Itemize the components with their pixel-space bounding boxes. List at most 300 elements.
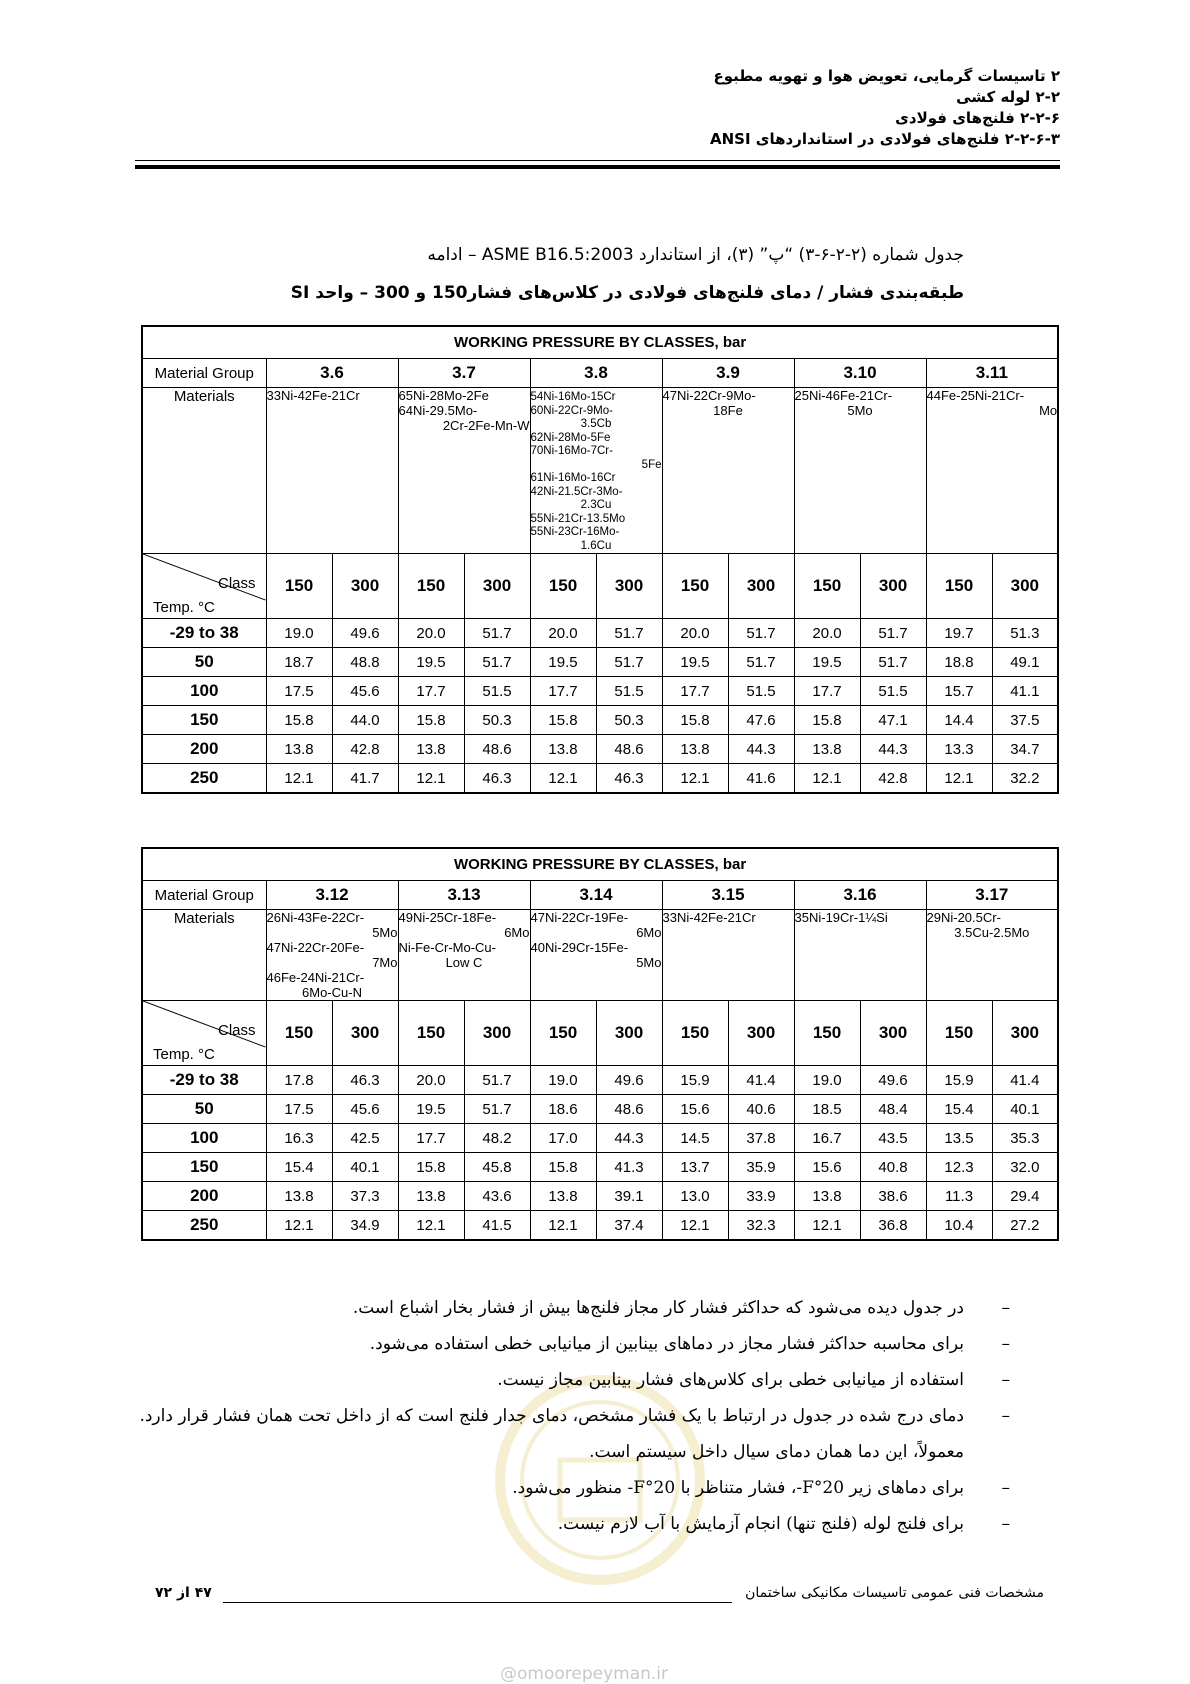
material-group-cell: 3.6 [266,359,398,388]
pressure-value: 16.7 [794,1124,860,1153]
pressure-value: 33.9 [728,1182,794,1211]
pressure-value: 13.8 [530,1182,596,1211]
temperature-cell: 200 [142,735,266,764]
material-group-cell: 3.15 [662,881,794,910]
material-spec: 25Ni-46Fe-21Cr- [794,388,893,403]
pressure-value: 32.2 [992,764,1058,794]
pressure-value: 40.8 [860,1153,926,1182]
pressure-value: 41.7 [332,764,398,794]
material-group-cell: 3.17 [926,881,1058,910]
pressure-value: 44.3 [860,735,926,764]
class-cell: 300 [992,1001,1058,1066]
header-rule-thin [135,160,1060,161]
note-bullet: – [1001,1334,1010,1354]
material-spec: Ni-Fe-Cr-Mo-Cu- [398,940,496,955]
class-cell: 300 [464,1001,530,1066]
pressure-value: 17.0 [530,1124,596,1153]
materials-cell [926,388,1058,554]
class-cell: 150 [794,1001,860,1066]
pressure-value: 48.8 [332,648,398,677]
material-spec: 44Fe-25Ni-21Cr- [926,388,1025,403]
temperature-cell: -29 to 38 [142,1066,266,1095]
material-group-row [142,359,1058,388]
pressure-value: 49.6 [860,1066,926,1095]
class-cell: 300 [992,554,1058,619]
material-group-cell: 3.11 [926,359,1058,388]
class-temp-header [142,554,266,619]
class-cell: 150 [662,554,728,619]
class-cell: 150 [530,1001,596,1066]
title-row [142,326,1058,359]
pressure-value: 10.4 [926,1211,992,1241]
class-cell: 300 [860,1001,926,1066]
pressure-value: 18.6 [530,1095,596,1124]
pressure-value: 46.3 [464,764,530,794]
pressure-value: 18.8 [926,648,992,677]
pressure-value: 15.8 [266,706,332,735]
temperature-cell: 200 [142,1182,266,1211]
pressure-value: 44.0 [332,706,398,735]
pressure-value: 51.7 [464,648,530,677]
pressure-value: 18.7 [266,648,332,677]
pressure-value: 51.7 [860,648,926,677]
pressure-value: 19.5 [530,648,596,677]
pressure-value: 14.4 [926,706,992,735]
note-bullet: – [1001,1406,1010,1426]
temperature-cell: 250 [142,1211,266,1241]
table-row [142,677,1058,706]
materials-cell [530,388,662,554]
class-cell: 300 [332,554,398,619]
pressure-value: 19.7 [926,619,992,648]
pressure-value: 20.0 [662,619,728,648]
pressure-value: 45.8 [464,1153,530,1182]
material-spec: 18Fe [713,403,743,418]
class-cell: 150 [398,1001,464,1066]
pressure-value: 35.3 [992,1124,1058,1153]
pressure-value: 17.7 [530,677,596,706]
material-group-row [142,881,1058,910]
pressure-value: 49.1 [992,648,1058,677]
materials-cell [266,388,398,554]
pressure-value: 37.3 [332,1182,398,1211]
pressure-value: 19.0 [794,1066,860,1095]
material-spec: 40Ni-29Cr-15Fe- [530,940,629,955]
pressure-value: 20.0 [398,619,464,648]
pressure-value: 47.1 [860,706,926,735]
pressure-value: 18.5 [794,1095,860,1124]
pressure-value: 48.4 [860,1095,926,1124]
pressure-value: 12.1 [662,1211,728,1241]
material-group-cell: 3.7 [398,359,530,388]
pressure-value: 45.6 [332,1095,398,1124]
materials-row [142,910,1058,1001]
pressure-value: 34.9 [332,1211,398,1241]
class-cell: 150 [794,554,860,619]
material-spec: 55Ni-21Cr-13.5Mo [530,512,626,525]
page-footer [155,1585,1044,1609]
class-cell: 150 [266,1001,332,1066]
note-text: برای دماهای زیر 20°F-، فشار متناظر با 20°F- منظور می‌شود. [512,1478,964,1498]
material-spec: Mo [1039,403,1058,418]
pressure-value: 51.7 [464,1066,530,1095]
pressure-value: 51.7 [464,619,530,648]
pressure-value: 51.5 [596,677,662,706]
class-row [142,1001,1058,1066]
table-row [142,735,1058,764]
page-number: ۴۷ از ۷۲ [155,1585,212,1601]
materials-cell [926,910,1058,1001]
pressure-value: 13.8 [266,735,332,764]
material-spec: 1.6Cu [580,539,612,552]
pressure-value: 20.0 [530,619,596,648]
material-spec: 35Ni-19Cr-1¼Si [794,910,888,925]
material-spec: 60Ni-22Cr-9Mo- [530,404,613,417]
table-row [142,1124,1058,1153]
pressure-value: 51.7 [728,648,794,677]
pressure-value: 17.8 [266,1066,332,1095]
pressure-value: 41.4 [728,1066,794,1095]
pressure-value: 17.7 [662,677,728,706]
table-title: WORKING PRESSURE BY CLASSES, bar [142,326,1058,359]
pressure-value: 12.1 [662,764,728,794]
material-spec: 47Ni-22Cr-20Fe- [266,940,365,955]
pressure-value: 15.9 [662,1066,728,1095]
pressure-value: 16.3 [266,1124,332,1153]
materials-cell [266,910,398,1001]
materials-cell [662,910,794,1001]
pressure-value: 20.0 [398,1066,464,1095]
pressure-value: 13.8 [662,735,728,764]
note-text: دمای درج شده در جدول در ارتباط با یک فشار مشخص، دمای جدار فلنج است که از داخل تحت همان فشار قرار دارد. معمولاً، این دما همان دمای سیال داخل سیستم است. [139,1406,964,1462]
pressure-value: 15.8 [530,706,596,735]
class-cell: 150 [266,554,332,619]
material-spec: 26Ni-43Fe-22Cr- [266,910,365,925]
pressure-value: 11.3 [926,1182,992,1211]
note-text: در جدول دیده می‌شود که حداکثر فشار کار مجاز فلنج‌ها بیش از فشار بخار اشباع است. [352,1298,964,1318]
pressure-value: 13.8 [794,735,860,764]
material-spec: 54Ni-16Mo-15Cr [530,391,616,403]
pressure-value: 50.3 [596,706,662,735]
pressure-value: 48.6 [596,1095,662,1124]
material-group-label: Material Group [142,881,266,910]
material-spec: 47Ni-22Cr-19Fe- [530,910,629,925]
header-line-4: ۲-۲-۶-۳ فلنج‌های فولادی در استانداردهای ANSI [709,130,1060,148]
class-cell: 300 [596,554,662,619]
pressure-value: 12.1 [398,764,464,794]
pressure-value: 17.7 [794,677,860,706]
pressure-value: 36.8 [860,1211,926,1241]
class-cell: 300 [860,554,926,619]
material-spec: 3.5Cu-2.5Mo [954,925,1030,940]
material-spec: 6Mo [636,925,662,940]
pressure-value: 37.4 [596,1211,662,1241]
material-spec: Low C [445,955,483,970]
pressure-value: 39.1 [596,1182,662,1211]
table-row [142,1211,1058,1241]
temperature-cell: 100 [142,677,266,706]
pressure-value: 49.6 [332,619,398,648]
temperature-cell: 150 [142,706,266,735]
materials-cell [398,910,530,1001]
table-title: WORKING PRESSURE BY CLASSES, bar [142,848,1058,881]
pressure-value: 15.8 [398,1153,464,1182]
pressure-value: 51.7 [860,619,926,648]
note-bullet: – [1001,1298,1010,1318]
pressure-value: 13.5 [926,1124,992,1153]
pressure-value: 19.5 [398,1095,464,1124]
pressure-value: 13.8 [530,735,596,764]
pressure-value: 51.3 [992,619,1058,648]
material-group-label: Material Group [142,359,266,388]
material-spec: 61Ni-16Mo-16Cr [530,472,616,484]
note-item [94,1326,1010,1362]
material-spec: 62Ni-28Mo-5Fe [530,431,611,444]
class-cell: 150 [398,554,464,619]
pressure-value: 17.5 [266,677,332,706]
pressure-value: 40.1 [332,1153,398,1182]
pressure-value: 15.8 [398,706,464,735]
class-label: Class [217,575,256,592]
material-group-cell: 3.10 [794,359,926,388]
material-group-cell: 3.14 [530,881,662,910]
note-item [94,1290,1010,1326]
pressure-value: 15.6 [794,1153,860,1182]
pressure-value: 19.5 [398,648,464,677]
pressure-value: 45.6 [332,677,398,706]
class-cell: 300 [596,1001,662,1066]
pressure-table-2 [141,847,1059,1241]
pressure-value: 41.6 [728,764,794,794]
pressure-value: 13.8 [398,735,464,764]
pressure-value: 19.0 [266,619,332,648]
material-spec: 29Ni-20.5Cr- [926,910,1001,925]
materials-row [142,388,1058,554]
note-text: استفاده از میانیابی خطی برای کلاس‌های فشار بینابین مجاز نیست. [497,1370,964,1390]
pressure-value: 19.5 [794,648,860,677]
class-cell: 150 [662,1001,728,1066]
material-spec: 5Mo [847,403,873,418]
pressure-value: 15.8 [662,706,728,735]
class-temp-header [142,1001,266,1066]
material-group-cell: 3.9 [662,359,794,388]
pressure-value: 50.3 [464,706,530,735]
pressure-value: 51.7 [596,619,662,648]
table-row [142,648,1058,677]
pressure-value: 32.3 [728,1211,794,1241]
pressure-value: 48.2 [464,1124,530,1153]
note-item [94,1362,1010,1398]
temperature-cell: 50 [142,1095,266,1124]
material-spec: 55Ni-23Cr-16Mo- [530,526,620,538]
pressure-value: 48.6 [464,735,530,764]
class-cell: 300 [464,554,530,619]
pressure-value: 12.3 [926,1153,992,1182]
materials-label: Materials [142,388,266,554]
pressure-value: 43.6 [464,1182,530,1211]
pressure-value: 37.5 [992,706,1058,735]
pressure-value: 44.3 [728,735,794,764]
note-bullet: – [1001,1514,1010,1534]
table-row [142,619,1058,648]
pressure-value: 46.3 [596,764,662,794]
page-header [460,66,1060,150]
material-spec: 6Mo [504,925,530,940]
pressure-value: 13.7 [662,1153,728,1182]
material-spec: 49Ni-25Cr-18Fe- [398,910,497,925]
pressure-value: 51.5 [728,677,794,706]
pressure-value: 51.5 [860,677,926,706]
material-spec: 2.3Cu [580,499,612,511]
pressure-value: 12.1 [266,764,332,794]
pressure-value: 12.1 [530,764,596,794]
pressure-value: 42.8 [332,735,398,764]
pressure-value: 12.1 [926,764,992,794]
note-item [94,1398,1010,1470]
pressure-value: 41.3 [596,1153,662,1182]
temperature-cell: 50 [142,648,266,677]
footer-rule [223,1602,732,1603]
class-cell: 300 [728,554,794,619]
material-spec: 5Mo [636,955,662,970]
header-line-2: ۲-۲ لوله کشی [956,88,1060,106]
pressure-value: 40.1 [992,1095,1058,1124]
material-group-cell: 3.8 [530,359,662,388]
class-cell: 150 [926,554,992,619]
pressure-value: 15.7 [926,677,992,706]
class-cell: 300 [332,1001,398,1066]
pressure-value: 13.8 [398,1182,464,1211]
note-bullet: – [1001,1370,1010,1390]
pressure-value: 15.9 [926,1066,992,1095]
table-row [142,1066,1058,1095]
pressure-value: 29.4 [992,1182,1058,1211]
pressure-value: 15.4 [266,1153,332,1182]
notes-list [94,1290,1010,1542]
pressure-value: 14.5 [662,1124,728,1153]
pressure-value: 12.1 [266,1211,332,1241]
material-group-cell: 3.16 [794,881,926,910]
pressure-value: 49.6 [596,1066,662,1095]
pressure-value: 41.4 [992,1066,1058,1095]
class-cell: 150 [530,554,596,619]
pressure-value: 51.7 [464,1095,530,1124]
header-line-1: ۲ تاسیسات گرمایی، تعویض هوا و تهویه مطبوع [713,67,1060,85]
material-spec: 64Ni-29.5Mo- [398,403,478,418]
pressure-value: 12.1 [794,764,860,794]
pressure-value: 27.2 [992,1211,1058,1241]
material-spec: 70Ni-16Mo-7Cr- [530,445,613,457]
pressure-value: 41.1 [992,677,1058,706]
pressure-value: 13.0 [662,1182,728,1211]
materials-label: Materials [142,910,266,1001]
pressure-value: 19.5 [662,648,728,677]
materials-cell [662,388,794,554]
pressure-value: 17.5 [266,1095,332,1124]
table-row [142,1153,1058,1182]
material-spec: 5Mo [372,925,398,940]
materials-cell [530,910,662,1001]
material-group-cell: 3.13 [398,881,530,910]
material-spec: 65Ni-28Mo-2Fe [398,388,489,403]
note-item [94,1470,1010,1506]
pressure-value: 46.3 [332,1066,398,1095]
pressure-value: 17.7 [398,677,464,706]
pressure-value: 12.1 [530,1211,596,1241]
pressure-value: 20.0 [794,619,860,648]
table-row [142,1095,1058,1124]
pressure-value: 41.5 [464,1211,530,1241]
material-spec: 33Ni-42Fe-21Cr [662,910,756,925]
table-caption: جدول شماره (۲-۲-۶-۳) “پ” (۳)، از استاندارد ASME B16.5:2003 – ادامه [427,245,964,265]
pressure-value: 51.5 [464,677,530,706]
pressure-value: 15.8 [794,706,860,735]
pressure-value: 51.7 [728,619,794,648]
note-item [94,1506,1010,1542]
pressure-value: 32.0 [992,1153,1058,1182]
material-spec: 7Mo [372,955,398,970]
material-spec: 46Fe-24Ni-21Cr- [266,970,365,985]
material-spec: 33Ni-42Fe-21Cr [266,388,360,403]
pressure-value: 37.8 [728,1124,794,1153]
temperature-cell: -29 to 38 [142,619,266,648]
materials-cell [794,388,926,554]
material-spec: 2Cr-2Fe-Mn-W [442,418,530,433]
pressure-value: 17.7 [398,1124,464,1153]
pressure-value: 13.3 [926,735,992,764]
pressure-value: 40.6 [728,1095,794,1124]
class-cell: 150 [926,1001,992,1066]
pressure-value: 35.9 [728,1153,794,1182]
material-spec: 47Ni-22Cr-9Mo- [662,388,756,403]
material-spec: 6Mo-Cu-N [302,985,362,1000]
title-row [142,848,1058,881]
temperature-cell: 150 [142,1153,266,1182]
pressure-value: 19.0 [530,1066,596,1095]
pressure-value: 48.6 [596,735,662,764]
pressure-value: 12.1 [398,1211,464,1241]
pressure-value: 15.6 [662,1095,728,1124]
footer-title: مشخصات فنی عمومی تاسیسات مکانیکی ساختمان [745,1585,1044,1601]
pressure-value: 43.5 [860,1124,926,1153]
pressure-table-1 [141,325,1059,794]
pressure-value: 47.6 [728,706,794,735]
material-spec: 3.5Cb [580,418,612,430]
class-label: Class [217,1022,256,1039]
pressure-value: 13.8 [794,1182,860,1211]
pressure-value: 38.6 [860,1182,926,1211]
material-spec: 42Ni-21.5Cr-3Mo- [530,485,623,498]
note-bullet: – [1001,1478,1010,1498]
table-row [142,1182,1058,1211]
pressure-value: 42.8 [860,764,926,794]
temp-label: Temp. °C [153,599,215,616]
temp-label: Temp. °C [153,1046,215,1063]
temperature-cell: 100 [142,1124,266,1153]
temperature-cell: 250 [142,764,266,794]
materials-cell [398,388,530,554]
material-group-cell: 3.12 [266,881,398,910]
materials-cell [794,910,926,1001]
pressure-value: 51.7 [596,648,662,677]
header-line-3: ۲-۲-۶ فلنج‌های فولادی [895,109,1060,127]
header-rule-thick [135,165,1060,169]
note-text: برای محاسبه حداکثر فشار مجاز در دماهای بینابین از میانیابی خطی استفاده می‌شود. [369,1334,964,1354]
table-row [142,706,1058,735]
note-text: برای فلنج لوله (فلنج تنها) انجام آزمایش با آب لازم نیست. [557,1514,964,1534]
material-spec: 5Fe [641,458,662,471]
pressure-value: 15.8 [530,1153,596,1182]
